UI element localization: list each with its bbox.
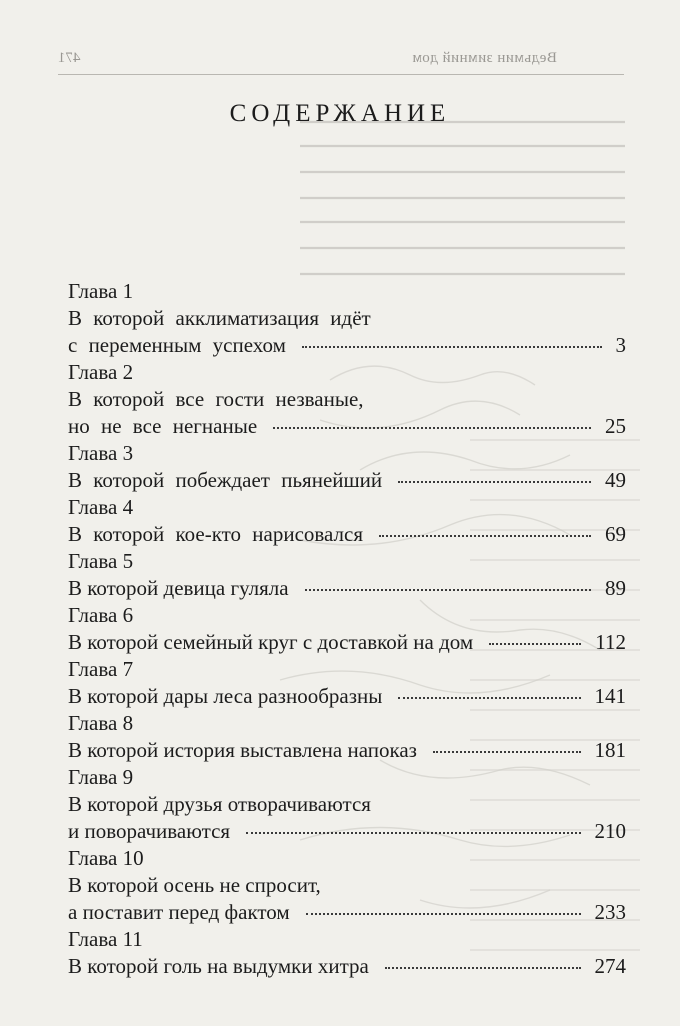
table-of-contents	[68, 278, 626, 980]
chapter-label: Глава 5	[68, 549, 134, 573]
chapter-page-number: 141	[594, 684, 626, 708]
toc-entry-9[interactable]	[68, 764, 626, 845]
chapter-page-number: 112	[595, 630, 626, 654]
chapter-page-number: 210	[594, 819, 626, 843]
toc-entry-8[interactable]	[68, 710, 626, 764]
dot-leader	[379, 534, 591, 537]
chapter-page-number: 25	[605, 414, 626, 438]
toc-entry-3[interactable]	[68, 440, 626, 494]
chapter-label: Глава 11	[68, 927, 143, 951]
toc-entry-10[interactable]	[68, 845, 626, 926]
chapter-title-line: В которой дары леса разнообразны	[68, 684, 383, 708]
chapter-title-line: В которой история выставлена напоказ	[68, 738, 417, 762]
dot-leader	[398, 696, 580, 699]
chapter-title-line: В которой осень не спросит,	[68, 873, 321, 897]
dot-leader	[398, 480, 591, 483]
dot-leader	[489, 642, 581, 645]
dot-leader	[305, 588, 591, 591]
chapter-page-number: 49	[605, 468, 626, 492]
chapter-label: Глава 3	[68, 441, 134, 465]
toc-entry-1[interactable]	[68, 278, 626, 359]
dot-leader	[306, 912, 581, 915]
chapter-label: Глава 1	[68, 279, 134, 303]
chapter-label: Глава 9	[68, 765, 134, 789]
toc-entry-11[interactable]	[68, 926, 626, 980]
mirrored-running-header	[0, 38, 680, 78]
dot-leader	[433, 750, 581, 753]
chapter-label: Глава 10	[68, 846, 144, 870]
chapter-page-number: 3	[615, 333, 626, 357]
dot-leader	[302, 345, 602, 348]
toc-entry-2[interactable]	[68, 359, 626, 440]
chapter-label: Глава 4	[68, 495, 134, 519]
chapter-page-number: 274	[594, 954, 626, 978]
chapter-page-number: 233	[594, 900, 626, 924]
chapter-title-line: а поставит перед фактом	[68, 900, 290, 924]
chapter-page-number: 89	[605, 576, 626, 600]
chapter-title-line: В которой друзья отворачиваются	[68, 792, 371, 816]
chapter-label: Глава 6	[68, 603, 134, 627]
chapter-title-line: с переменным успехом	[68, 333, 286, 357]
chapter-label: Глава 2	[68, 360, 134, 384]
dot-leader	[246, 831, 580, 834]
toc-entry-5[interactable]	[68, 548, 626, 602]
header-page-number: 471	[58, 50, 81, 66]
chapter-title-line: В которой все гости незваные,	[68, 387, 364, 411]
chapter-title-line: В которой побеждает пьянейший	[68, 468, 383, 492]
chapter-title-line: и поворачиваются	[68, 819, 231, 843]
chapter-page-number: 69	[605, 522, 626, 546]
toc-entry-7[interactable]	[68, 656, 626, 710]
chapter-title-line: В которой кое-кто нарисовался	[68, 522, 364, 546]
header-rule	[58, 74, 624, 75]
chapter-title-line: В которой акклиматизация идёт	[68, 306, 371, 330]
dot-leader	[273, 426, 591, 429]
chapter-title-line: В которой девица гуляла	[68, 576, 289, 600]
chapter-label: Глава 8	[68, 711, 134, 735]
toc-entry-4[interactable]	[68, 494, 626, 548]
dot-leader	[385, 966, 581, 969]
chapter-page-number: 181	[594, 738, 626, 762]
chapter-label: Глава 7	[68, 657, 134, 681]
chapter-title-line: В которой семейный круг с доставкой на дом	[68, 630, 474, 654]
page-title: СОДЕРЖАНИЕ	[229, 100, 451, 127]
header-running-title: Ведьмин зимний дом	[412, 50, 557, 66]
chapter-title-line: но не все негнаные	[68, 414, 258, 438]
chapter-title-line: В которой голь на выдумки хитра	[68, 954, 369, 978]
toc-entry-6[interactable]	[68, 602, 626, 656]
